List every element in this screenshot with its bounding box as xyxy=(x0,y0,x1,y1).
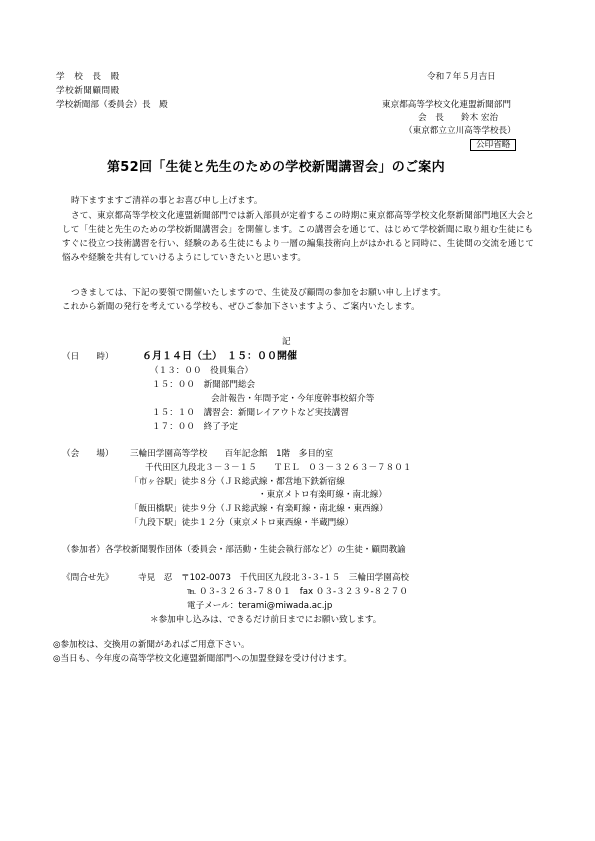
schedule-item: １７：００ 終了予定 xyxy=(152,422,238,432)
venue-access: 「九段下駅」徒歩１２分（東京メトロ東西線・半蔵門線） xyxy=(130,518,354,528)
seal-omitted-badge: 公印省略 xyxy=(470,139,516,151)
body-paragraph-1: さて、東京都高等学校文化連盟新聞部門では新入部員が定着するこの時期に東京都高等学校文化祭新聞部門地区大会として「生徒と先生のための学校新聞講習会」を開催します。この講習会を通じて、はじめて学校新聞に取り組む生徒にもすぐに役立つ技術講習を行い、経験のある生徒にもより一層の編集技術向上がはかれると同時に、生徒間の交流を通じて悩みや経験を共有していけるようにしていきたいと思います。 xyxy=(62,211,535,263)
venue-access: 「市ヶ谷駅」徒歩８分（ＪＲ総武線・都営地下鉄新宿線 xyxy=(130,477,345,487)
participants-line: （参加者）各学校新聞製作団体（委員会・部活動・生徒会執行部など）の生徒・顧問教諭 xyxy=(62,545,406,555)
venue-access: ・東京メトロ有楽町線・南北線） xyxy=(258,490,387,500)
addressee-club-leader: 学校新聞部（委員会）長 殿 xyxy=(56,100,168,110)
ki-heading: 記 xyxy=(282,337,291,347)
contact-label: 《問合せ先》 xyxy=(62,573,114,583)
sender-org: 東京都高等学校文化連盟新聞部門 xyxy=(382,100,511,110)
schedule-item-detail: 会計報告・年間予定・今年度幹事校紹介等 xyxy=(211,394,375,404)
note-item: ◎当日も、今年度の高等学校文化連盟新聞部門への加盟登録を受け付けます。 xyxy=(53,654,352,664)
schedule-item: １５：１０ 講習会：新聞レイアウトなど実技講習 xyxy=(152,408,349,418)
issue-date: 令和７年５月吉日 xyxy=(427,72,496,82)
venue-name: 三輪田学園高等学校 百年記念館 1階 多目的室 xyxy=(130,449,334,459)
document-title: 第52回「生徒と先生のための学校新聞講習会」のご案内 xyxy=(107,160,445,175)
venue-access: 「飯田橋駅」徒歩９分（ＪＲ総武線・有楽町線・南北線・東西線） xyxy=(130,504,388,514)
addressee-advisor: 学校新聞顧問殿 xyxy=(56,86,120,96)
body-paragraph-2: つきましては、下記の要領で開催いたしますので、生徒及び顧問の参加をお願い申し上げます。 xyxy=(71,288,447,298)
sender-chair: 会 長 鈴木 宏治 xyxy=(418,113,499,123)
body-paragraph-3: これから新聞の発行を考えている学校も、ぜひご参加下さいますよう、ご案内いたします。 xyxy=(62,302,420,312)
greeting-paragraph: 時下ますますご清祥の事とお喜び申し上げます。 xyxy=(71,196,263,206)
contact-address: 寺見 忍 〒102-0073 千代田区九段北３-３-１５ 三輪田学園高校 xyxy=(138,573,410,583)
schedule-label: （日 時） xyxy=(62,352,114,362)
event-date: ６月１４日（土） １５：００開催 xyxy=(142,351,297,362)
addressee-principal: 学 校 長 殿 xyxy=(56,72,120,82)
contact-email: 電子メール：terami@miwada.ac.jp xyxy=(187,601,333,611)
schedule-item: １５：００ 新聞部門総会 xyxy=(152,380,256,390)
venue-address: 千代田区九段北３－３－１５ ＴＥＬ ０３－３２６３－７８０１ xyxy=(145,463,412,473)
contact-phone: ℡ ０３-３２６３-７８０１ fax ０３-３２３９-８２７０ xyxy=(187,587,408,597)
sender-affiliation: （東京都立立川高等学校長） xyxy=(404,126,516,136)
schedule-item: （１３：００ 役員集合） xyxy=(150,366,254,376)
venue-label: （会 場） xyxy=(62,449,114,459)
contact-note: ＊参加申し込みは、できるだけ前日までにお願い致します。 xyxy=(150,615,382,625)
note-item: ◎参加校は、交換用の新聞があればご用意下さい。 xyxy=(53,640,250,650)
